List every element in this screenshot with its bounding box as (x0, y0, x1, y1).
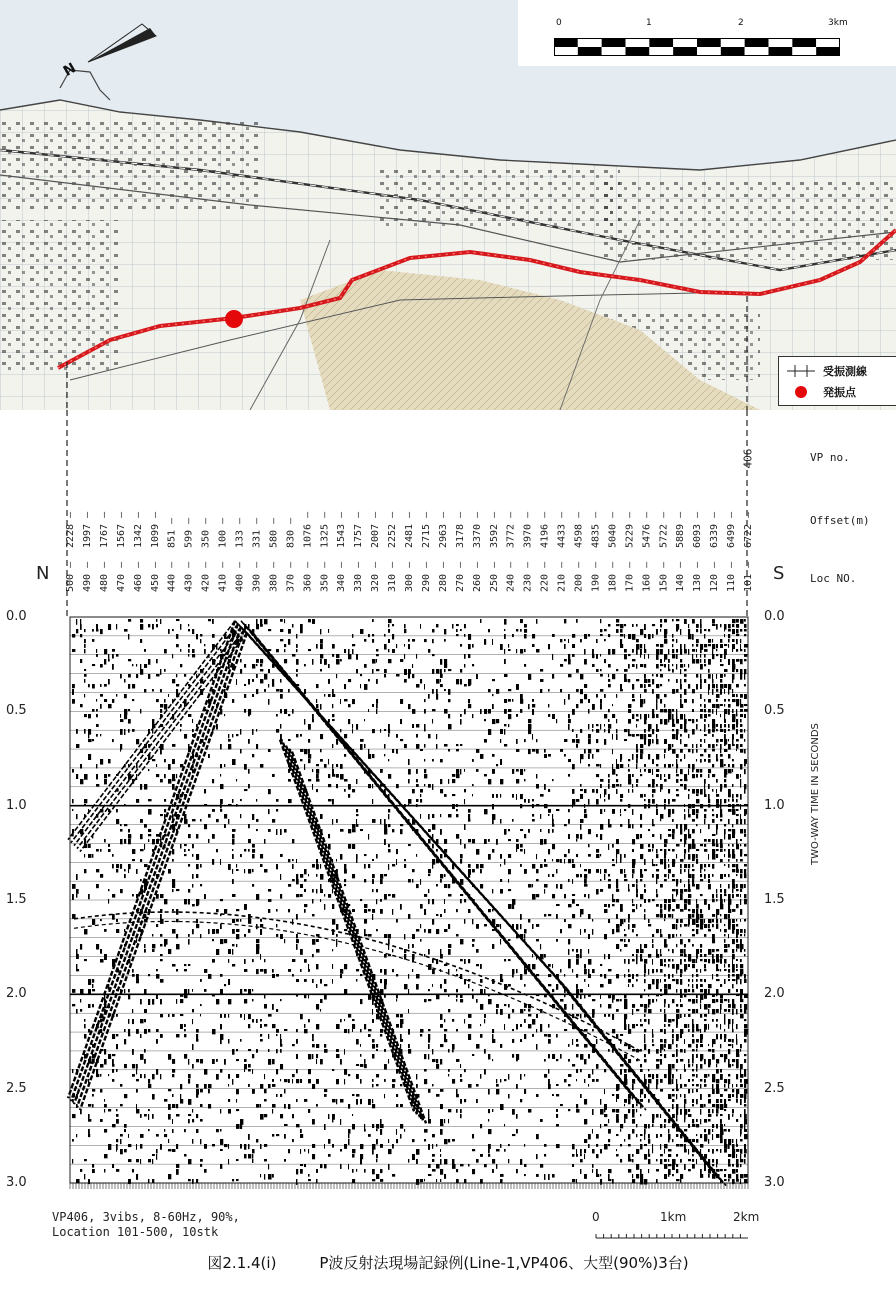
loc-number-label: 220 — (539, 561, 551, 592)
loc-number-label: 390 — (251, 561, 263, 592)
loc-number-label: 430 — (183, 561, 195, 592)
offset-label-value: 4835 — (590, 511, 602, 548)
offset-label-value: 599 — (183, 517, 195, 548)
offset-label-value: 830 — (285, 517, 297, 548)
offset-label-value: 2228 — (65, 511, 76, 548)
time-tick-right: 1.5 (764, 892, 785, 907)
legend-source-point-label: 発振点 (823, 386, 856, 399)
time-tick-left: 1.0 (6, 797, 27, 813)
offset-label-value: 851 — (166, 517, 178, 548)
offset-label-value: 6499 — (726, 511, 738, 548)
acquisition-info-line1: VP406, 3vibs, 8-60Hz, 90%, (52, 1210, 240, 1224)
loc-label: Loc NO. (810, 572, 857, 585)
offset-label-value: 3370 — (471, 511, 483, 548)
loc-number-label: 370 — (285, 561, 297, 592)
time-tick-right: 2.5 (764, 1080, 785, 1096)
loc-number-label: 160 — (641, 561, 653, 592)
offset-label-value: 5229 — (624, 511, 636, 548)
loc-number-label: 210 — (556, 561, 568, 592)
vp-value: 406 (741, 448, 755, 469)
vp-label: VP no. (810, 451, 850, 464)
time-tick-left: 2.0 (6, 986, 27, 1002)
offset-label-value: 1757 — (353, 511, 365, 548)
scale-tick-0: 0 (556, 18, 562, 28)
loc-number-label: 140 — (675, 561, 687, 592)
loc-number-label: 200 — (573, 561, 585, 592)
time-axis-title: TWO-WAY TIME IN SECONDS (810, 723, 821, 865)
loc-number-label: 340 — (336, 561, 348, 592)
loc-number-label: 460 — (132, 561, 144, 592)
loc-number-label: 260 — (471, 561, 483, 592)
offset-label-value: 1767 — (98, 511, 110, 548)
distance-tick-2: 2km (733, 1210, 760, 1224)
offset-label-value: 5040 — (607, 511, 619, 548)
north-direction-label: N (36, 563, 50, 584)
offset-label-value: 1543 — (336, 511, 348, 548)
offset-label-value: 3592 — (488, 511, 500, 548)
south-direction-label: S (773, 563, 785, 584)
offset-label-value: 331 — (251, 517, 263, 548)
time-tick-right: 0.5 (764, 703, 785, 719)
figure-caption: 図2.1.4(i) P波反射法現場記録例(Line-1,VP406、大型(90%)3台) (207, 1254, 689, 1272)
offset-label-value: 2007 — (370, 511, 382, 548)
offset-label-value: 4433 — (556, 511, 568, 548)
offset-label-value: 580 — (268, 517, 280, 548)
offset-label-value: 5476 — (641, 511, 653, 548)
time-tick-left: 2.5 (6, 1080, 27, 1096)
offset-label-value: 1076 — (302, 511, 314, 548)
offset-label-value: 6722 — (743, 511, 754, 548)
offset-label-value: 3178 — (454, 511, 466, 548)
time-tick-right: 2.0 (764, 986, 785, 1002)
loc-number-label: 330 — (353, 561, 365, 592)
loc-number-label: 440 — (166, 561, 178, 592)
offset-label-value: 133 — (234, 517, 246, 548)
loc-number-label: 310 — (387, 561, 399, 592)
scale-tick-1: 1 (646, 18, 652, 28)
offset-label-value: 1997 — (81, 511, 93, 548)
offset-label-value: 1325 — (319, 511, 331, 548)
offset-label-value: 2481 — (404, 511, 415, 548)
time-tick-left: 0.5 (6, 703, 27, 719)
offset-label-value: 3772 — (505, 511, 517, 548)
loc-number-label: 500 — (65, 561, 76, 592)
distance-tick-0: 0 (592, 1210, 600, 1224)
time-tick-left: 0.0 (6, 609, 27, 624)
time-tick-right: 0.0 (764, 609, 785, 624)
loc-number-label: 350 — (319, 561, 331, 592)
offset-label-value: 3970 — (522, 511, 534, 548)
loc-number-label: 130 — (692, 561, 704, 592)
offset-label-value: 2715 — (420, 511, 432, 548)
offset-label-value: 4196 — (539, 511, 551, 548)
offset-label-value: 2963 — (437, 511, 449, 548)
offset-label-value: 1099 — (149, 511, 161, 548)
loc-number-label: 410 — (217, 561, 229, 592)
offset-label-value: 6339 — (709, 511, 721, 548)
loc-number-label: 101 — (743, 561, 754, 592)
time-tick-right: 1.0 (764, 797, 785, 813)
north-label: N (60, 60, 79, 80)
loc-number-label: 400 — (234, 561, 246, 592)
scale-tick-3: 3km (828, 18, 848, 28)
loc-number-label: 470 — (115, 561, 127, 592)
offset-label-value: 1342 — (132, 511, 144, 548)
loc-number-label: 240 — (505, 561, 517, 592)
offset-label-value: 1567 — (115, 511, 127, 548)
offset-label-value: 2252 — (387, 511, 399, 548)
loc-number-label: 450 — (149, 561, 161, 592)
loc-number-label: 300 — (404, 561, 415, 592)
acquisition-info-line2: Location 101-500, 10stk (52, 1225, 219, 1239)
loc-number-label: 150 — (658, 561, 670, 592)
loc-number-label: 420 — (200, 561, 212, 592)
offset-label-value: 4598 — (573, 511, 585, 548)
loc-number-label: 360 — (302, 561, 314, 592)
offset-label: Offset(m) (810, 514, 870, 527)
offset-label-value: 5889 — (675, 511, 687, 548)
offset-label-value: 100 — (217, 517, 229, 548)
time-tick-right: 3.0 (764, 1175, 785, 1190)
loc-number-label: 180 — (607, 561, 619, 592)
time-tick-left: 3.0 (6, 1175, 27, 1190)
loc-number-label: 290 — (420, 561, 432, 592)
offset-label-value: 350 — (200, 517, 212, 548)
loc-number-label: 110 — (726, 561, 738, 592)
scale-tick-2: 2 (738, 18, 744, 28)
loc-number-label: 480 — (98, 561, 110, 592)
legend-receiver-line-label: 受振測線 (823, 365, 867, 378)
loc-number-label: 280 — (437, 561, 449, 592)
loc-number-label: 120 — (709, 561, 721, 592)
loc-number-label: 250 — (488, 561, 500, 592)
loc-number-label: 490 — (81, 561, 93, 592)
loc-number-label: 270 — (454, 561, 466, 592)
offset-label-value: 5722 — (658, 511, 670, 548)
loc-number-label: 190 — (590, 561, 602, 592)
loc-number-label: 320 — (370, 561, 382, 592)
time-tick-left: 1.5 (6, 892, 27, 907)
distance-scale-bar (596, 1234, 748, 1238)
loc-number-label: 170 — (624, 561, 636, 592)
distance-tick-1: 1km (660, 1210, 687, 1224)
offset-label-value: 6093 — (692, 511, 704, 548)
loc-number-label: 380 — (268, 561, 280, 592)
loc-number-label: 230 — (522, 561, 534, 592)
acquisition-info (52, 1210, 240, 1240)
